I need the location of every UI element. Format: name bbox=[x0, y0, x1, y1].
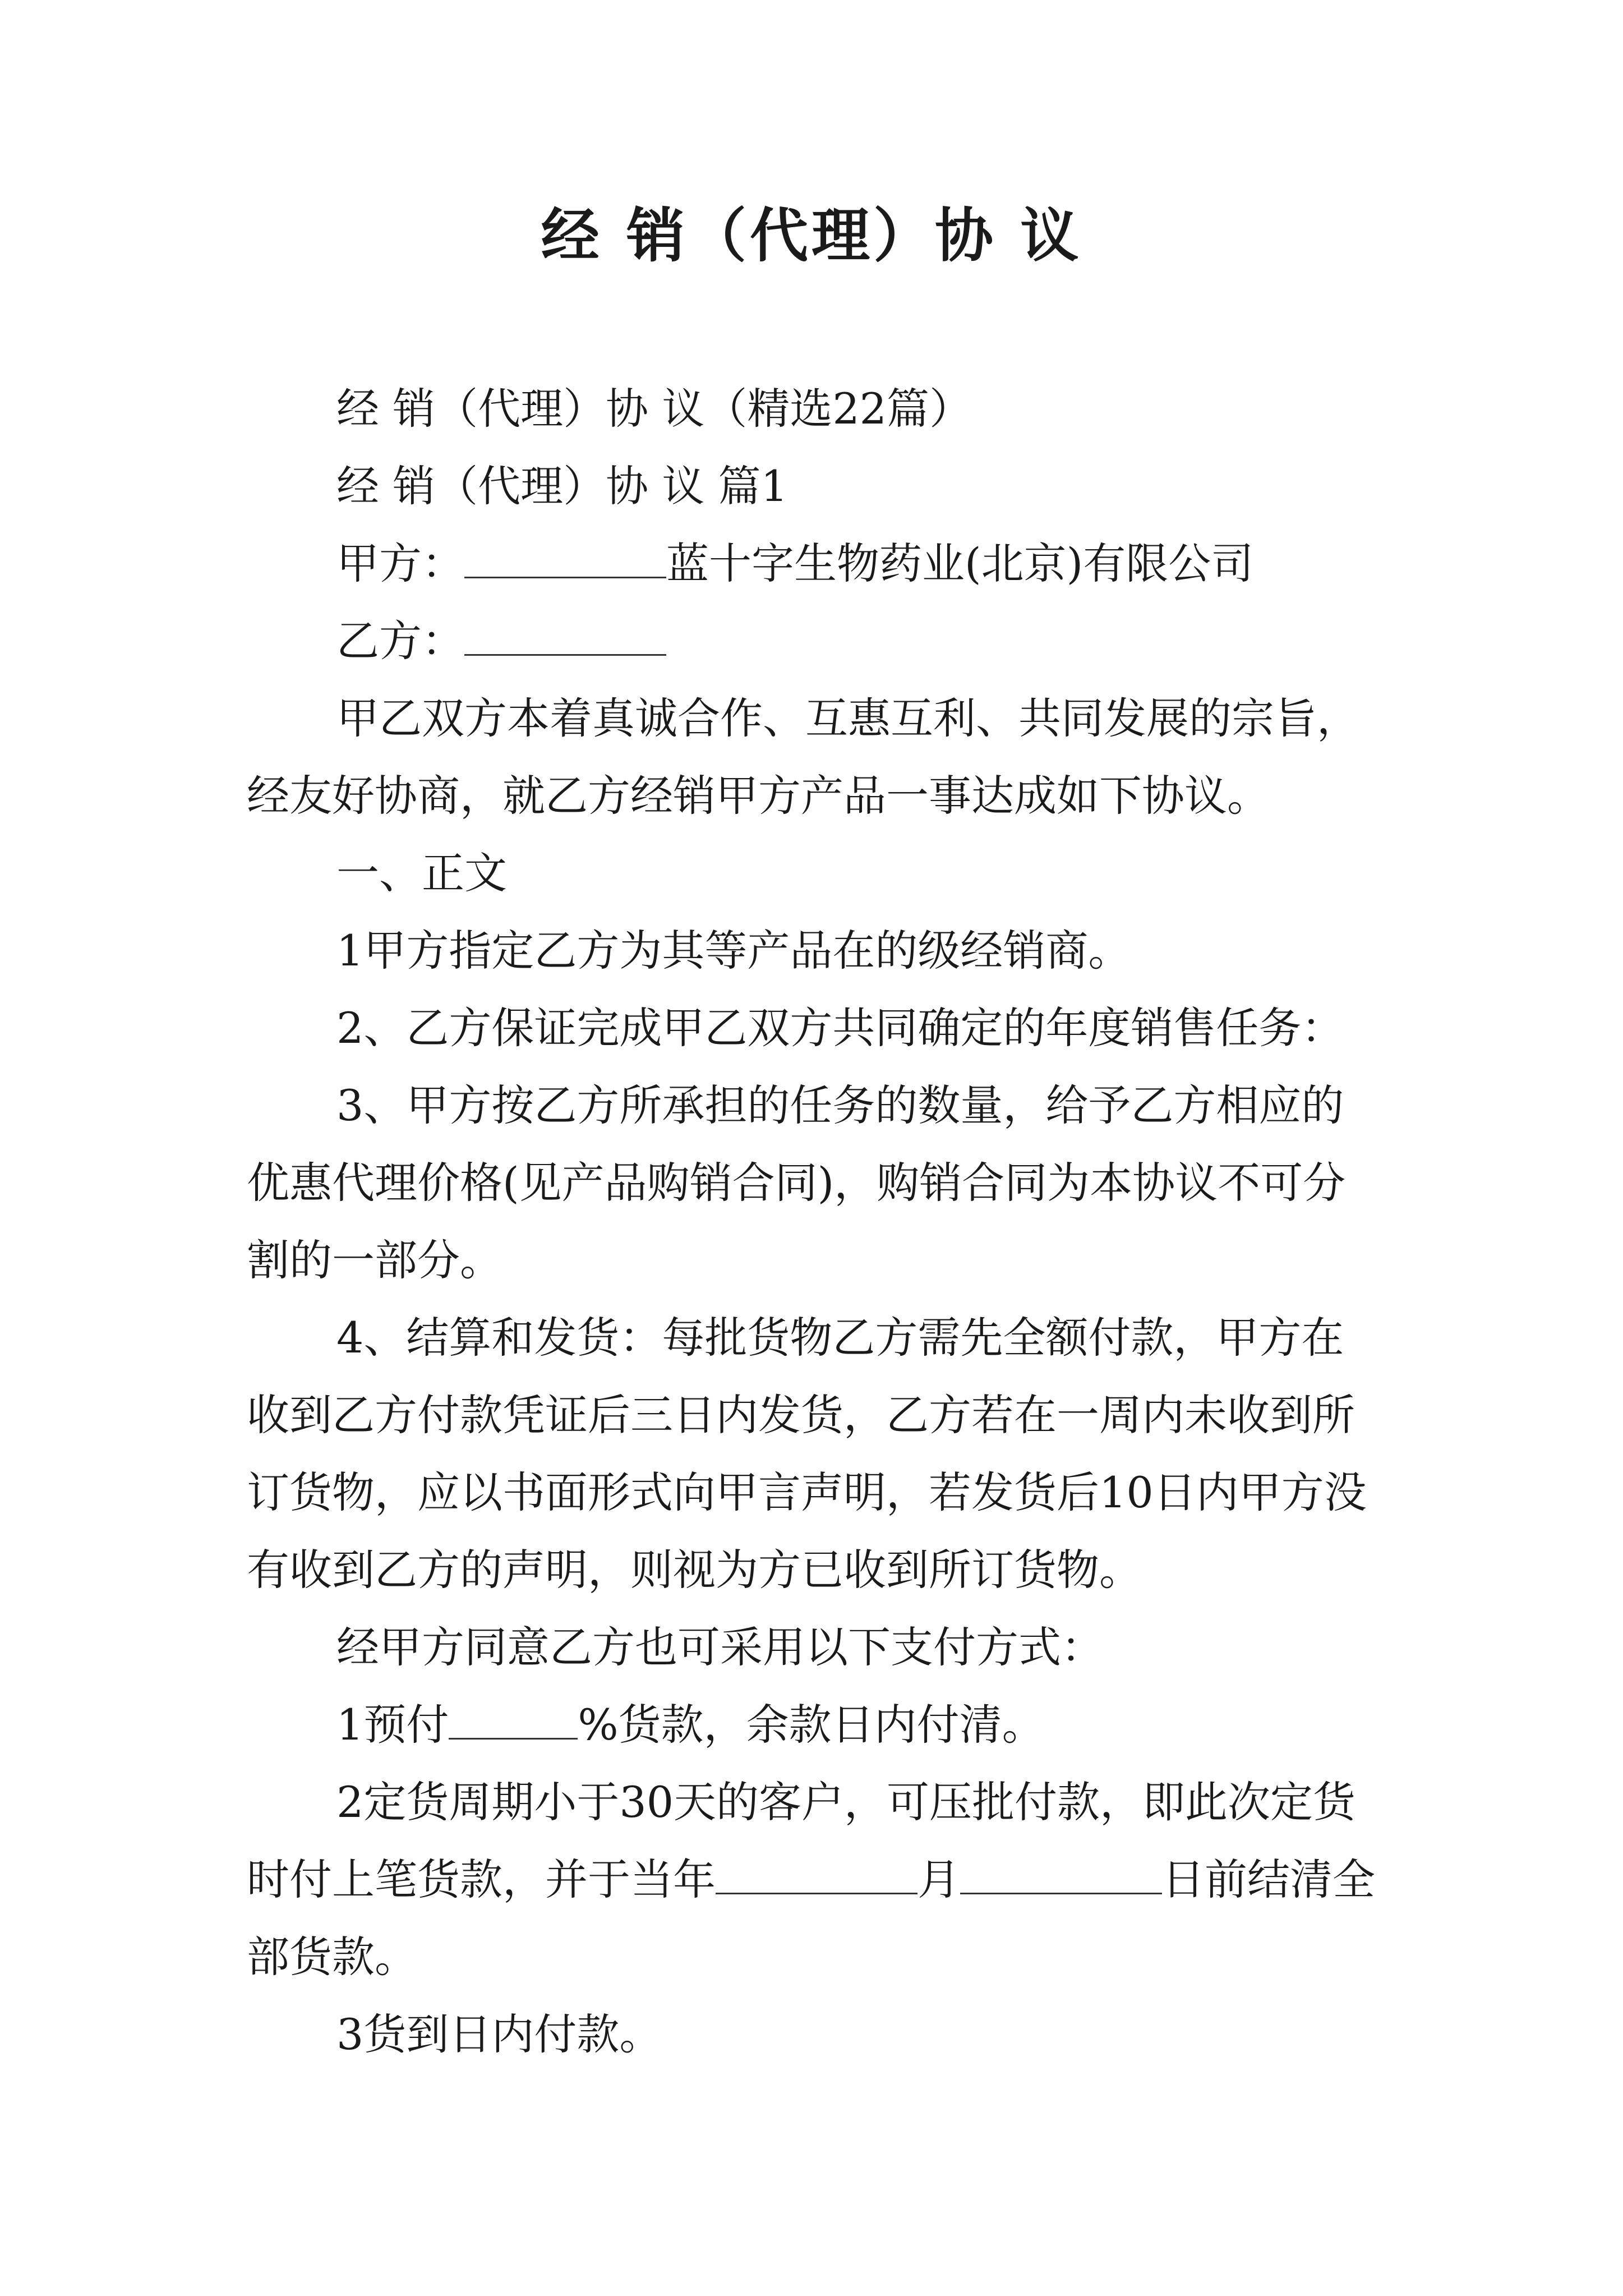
party-a-name: 蓝十字生物药业(北京)有限公司 bbox=[666, 539, 1254, 588]
party-a-blank bbox=[464, 541, 666, 578]
paragraph-payment-intro: 经甲方同意乙方也可采用以下支付方式： bbox=[336, 1622, 1104, 1672]
paragraph-payment-1 bbox=[247, 1686, 1376, 1764]
document-body bbox=[247, 370, 1376, 2073]
paragraph-subtitle: 经 销（代理）协 议（精选22篇） bbox=[336, 384, 972, 434]
party-a-label: 甲方： bbox=[336, 539, 464, 588]
paragraph-payment-2 bbox=[247, 1764, 1376, 1996]
paragraph-preamble: 甲乙双方本着真诚合作、互惠互利、共同发展的宗旨，经友好协商，就乙方经销甲方产品一事达成如下协议。 bbox=[247, 693, 1359, 821]
paragraph-clause-2: 2、乙方保证完成甲乙双方共同确定的年度销售任务： bbox=[336, 1003, 1344, 1053]
party-b-line bbox=[247, 602, 1376, 680]
payment-1-blank bbox=[449, 1702, 578, 1740]
paragraph-clause-1: 1甲方指定乙方为其等产品在的级经销商。 bbox=[336, 926, 1131, 976]
party-b-label: 乙方： bbox=[336, 616, 464, 666]
paragraph-section-heading: 经 销（代理）协 议 篇1 bbox=[336, 461, 788, 511]
payment-2-day-blank bbox=[960, 1857, 1162, 1894]
document-title: 经 销（代理）协 议 bbox=[541, 201, 1082, 270]
party-a-line bbox=[247, 525, 1376, 602]
payment-2-month-blank bbox=[716, 1857, 917, 1894]
payment-1-suffix: %货款，余款日内付清。 bbox=[578, 1700, 1045, 1750]
paragraph-payment-3: 3货到日内付款。 bbox=[336, 2009, 662, 2059]
paragraph-clause-4: 4、结算和发货：每批货物乙方需先全额付款，甲方在收到乙方付款凭证后三日内发货，乙方若在一周内未收到所订货物，应以书面形式向甲言声明，若发货后10日内甲方没有收到乙方的声明，则视为方已收到所订货物。 bbox=[247, 1313, 1367, 1595]
payment-2-suffix: 日前结清全部货款。 bbox=[247, 1855, 1375, 1982]
payment-2-month-label: 月 bbox=[917, 1855, 960, 1904]
party-b-blank bbox=[464, 618, 666, 656]
payment-2-prefix: 2定货周期小于30天的客户，可压批付款，即此次定货时付上笔货款，并于当年 bbox=[247, 1777, 1356, 1904]
payment-1-prefix: 1预付 bbox=[336, 1700, 449, 1750]
paragraph-heading-body: 一、正文 bbox=[336, 848, 507, 898]
paragraph-clause-3: 3、甲方按乙方所承担的任务的数量，给予乙方相应的优惠代理价格(见产品购销合同)，购销合同为本协议不可分割的一部分。 bbox=[247, 1080, 1346, 1285]
